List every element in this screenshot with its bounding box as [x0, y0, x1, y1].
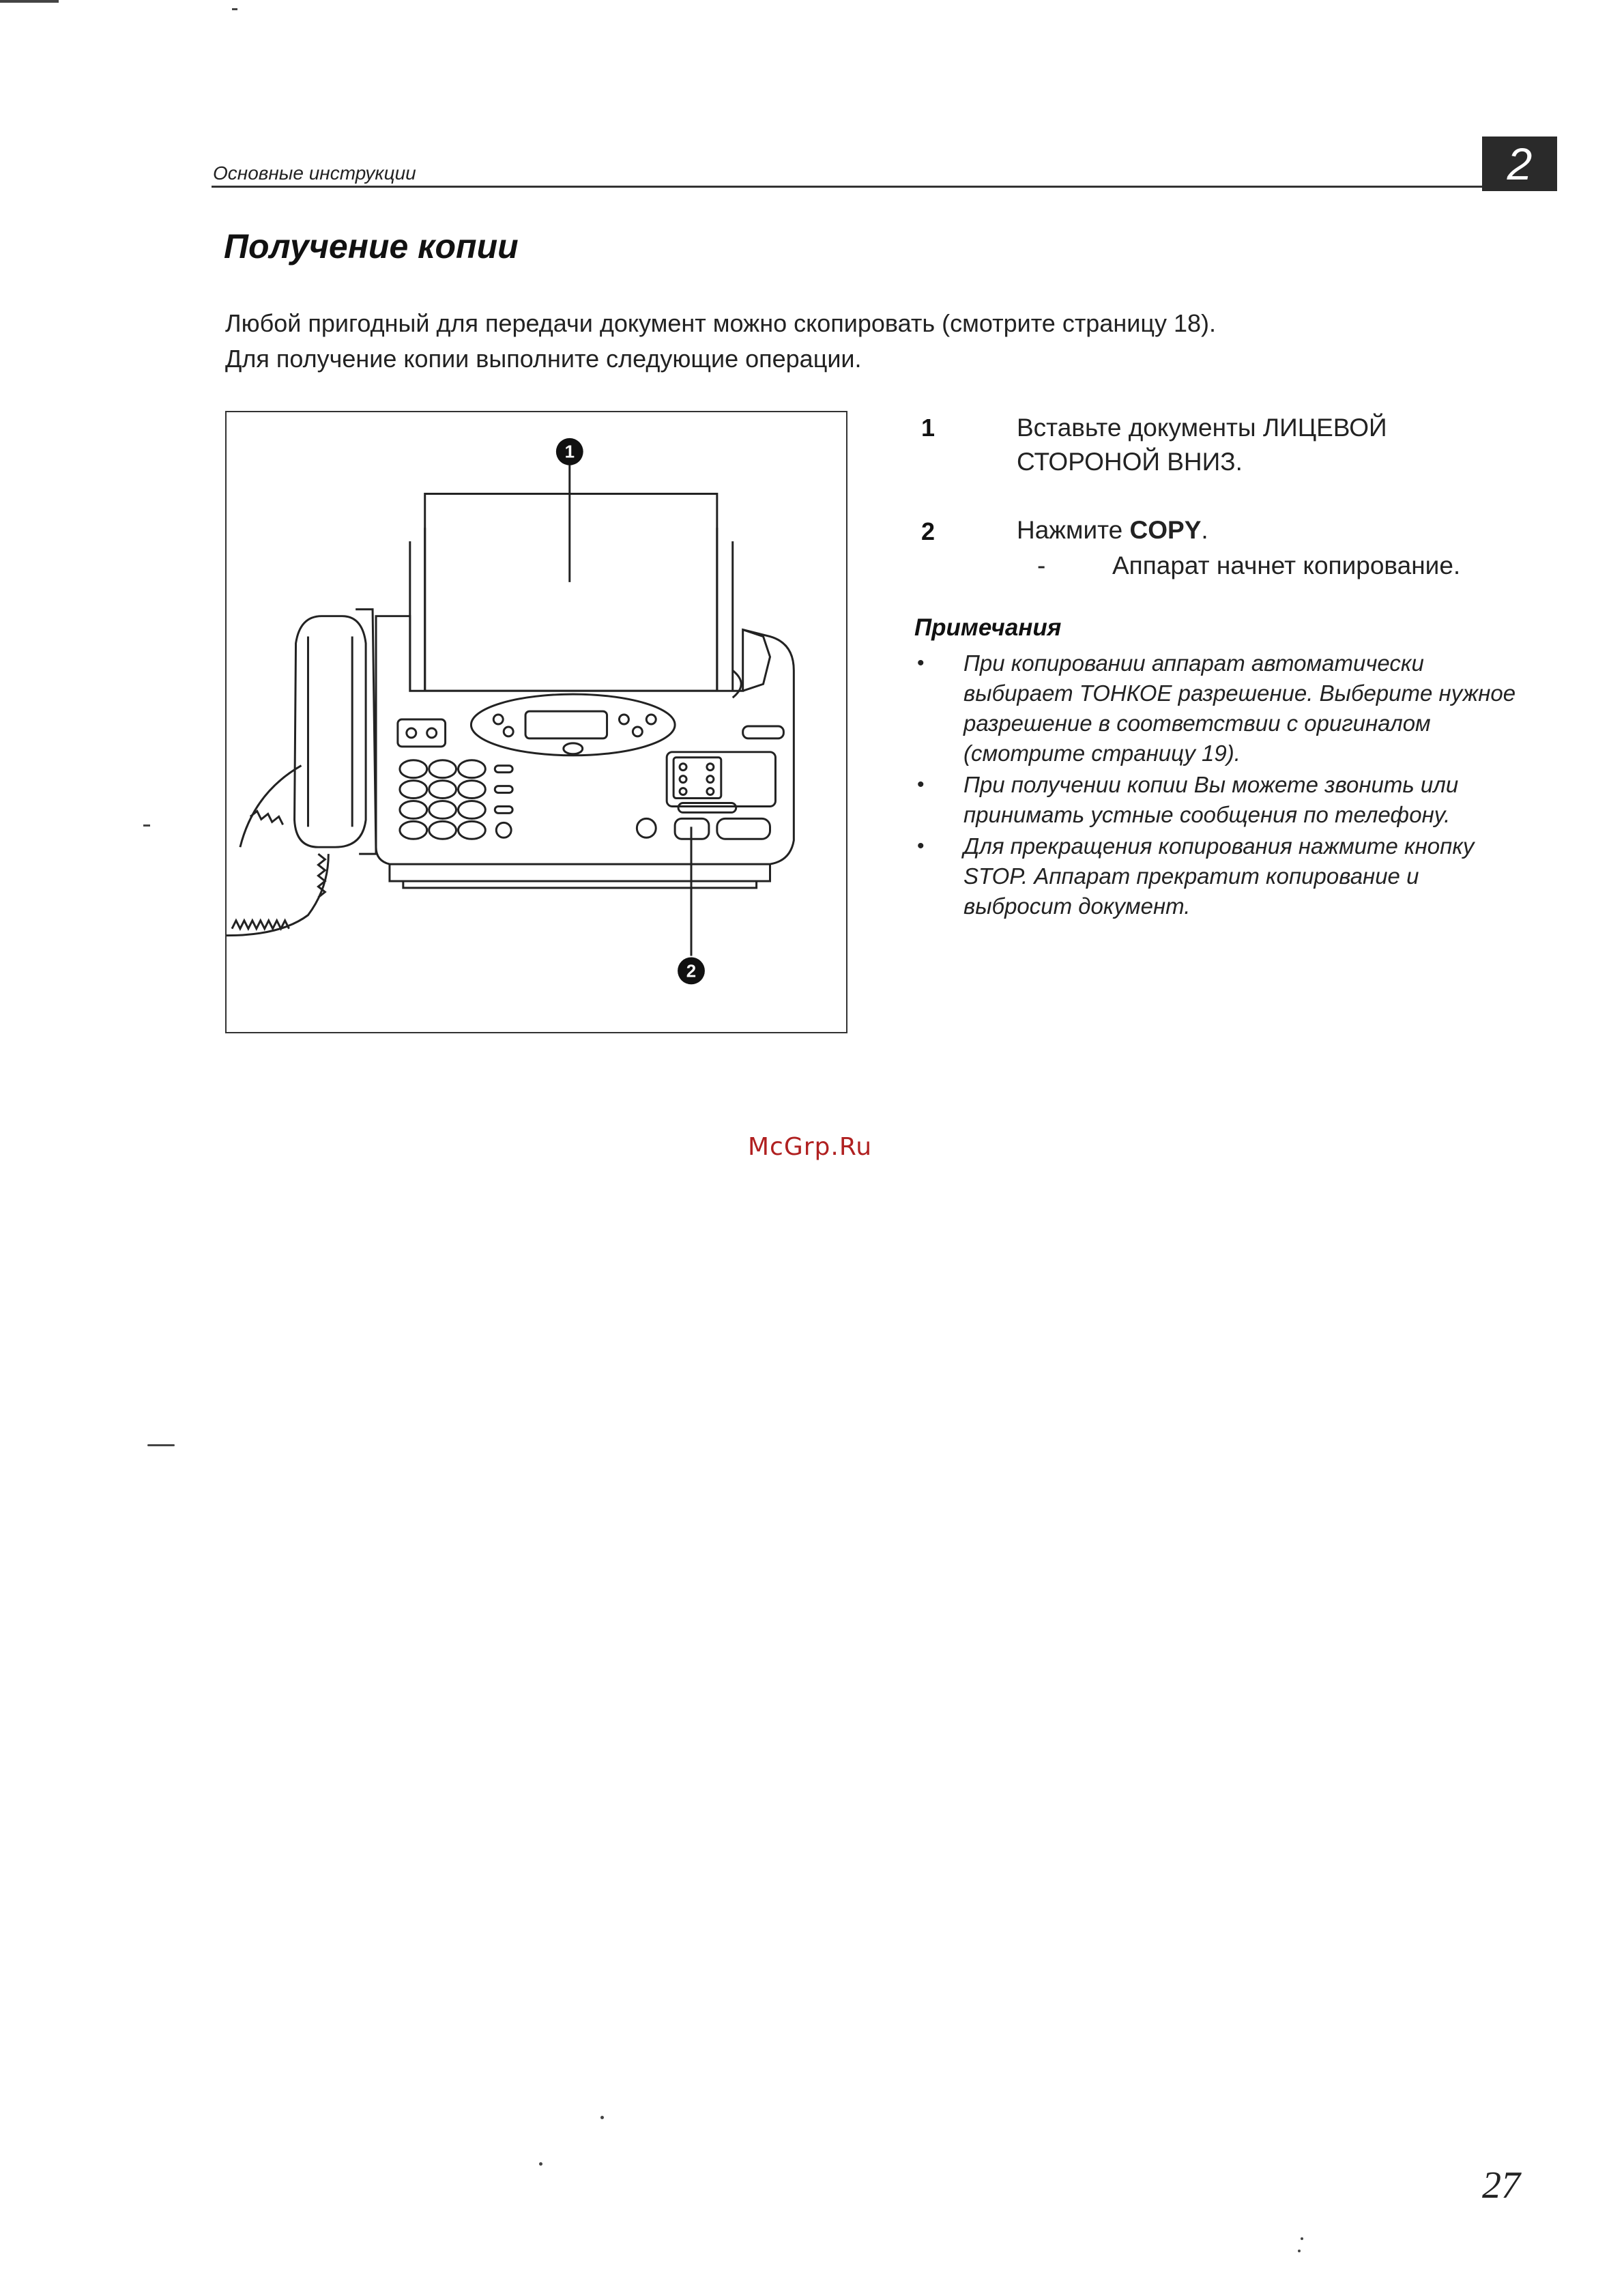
step-2-sub-text: Аппарат начнет копирование. — [1112, 551, 1461, 579]
scan-mark — [0, 0, 59, 3]
chapter-number-badge: 2 — [1482, 137, 1557, 191]
fax-base — [390, 864, 770, 881]
note-text: При копировании аппарат автоматически выбирает ТОНКОЕ разрешение. Выберите нужное разрешение в соответствии с оригиналом (смотрите страницу 19). — [963, 650, 1516, 766]
callout-2-label: 2 — [686, 962, 697, 981]
scan-mark — [539, 2162, 542, 2166]
note-text: Для прекращения копирования нажмите кнопку STOP. Аппарат прекратит копирование и выбросит документ. — [963, 833, 1475, 919]
bullet-icon: • — [917, 773, 925, 796]
scan-mark — [600, 2116, 604, 2119]
scan-mark — [1301, 2237, 1303, 2240]
step-2-prefix: Нажмите — [1017, 516, 1130, 544]
note-text: При получении копии Вы можете звонить или принимать устные сообщения по телефону. — [963, 772, 1459, 827]
step-2-suffix: . — [1201, 516, 1208, 544]
scan-mark — [232, 8, 237, 10]
note-item — [914, 648, 1528, 769]
step-1-line-1: Вставьте документы ЛИЦЕВОЙ — [1017, 414, 1387, 442]
handset — [295, 616, 366, 848]
step-2-key: COPY — [1129, 516, 1202, 544]
note-item — [914, 770, 1528, 830]
document-sheet — [425, 493, 717, 691]
fax-machine-drawing — [227, 412, 846, 1032]
step-2-number: 2 — [921, 517, 936, 545]
control-panel — [471, 694, 675, 756]
step-2-text — [1017, 513, 1208, 547]
watermark: McGrp.Ru — [748, 1133, 873, 1161]
scan-mark — [1298, 2250, 1301, 2252]
intro-line-2: Для получение копии выполните следующие операции. — [225, 345, 862, 373]
step-1-text — [1017, 411, 1387, 479]
callout-1-label: 1 — [564, 442, 575, 462]
intro-paragraph — [225, 306, 1522, 377]
scan-mark — [143, 824, 150, 827]
notes-list — [914, 648, 1528, 923]
page-title: Получение копии — [224, 227, 519, 266]
bullet-icon: • — [917, 652, 925, 674]
section-label: Основные инструкции — [213, 162, 416, 184]
note-item — [914, 831, 1528, 921]
step-1-line-2: СТОРОНОЙ ВНИЗ. — [1017, 448, 1243, 476]
page-number: 27 — [1482, 2164, 1520, 2207]
fax-illustration — [225, 411, 847, 1033]
notes-heading: Примечания — [914, 614, 1062, 641]
bullet-icon: • — [917, 835, 925, 857]
header-rule — [212, 186, 1549, 188]
step-2-sub-dash: - — [1037, 551, 1046, 579]
scan-mark — [147, 1444, 175, 1446]
intro-line-1: Любой пригодный для передачи документ можно скопировать (смотрите страницу 18). — [225, 309, 1216, 337]
step-1-number: 1 — [921, 414, 936, 442]
